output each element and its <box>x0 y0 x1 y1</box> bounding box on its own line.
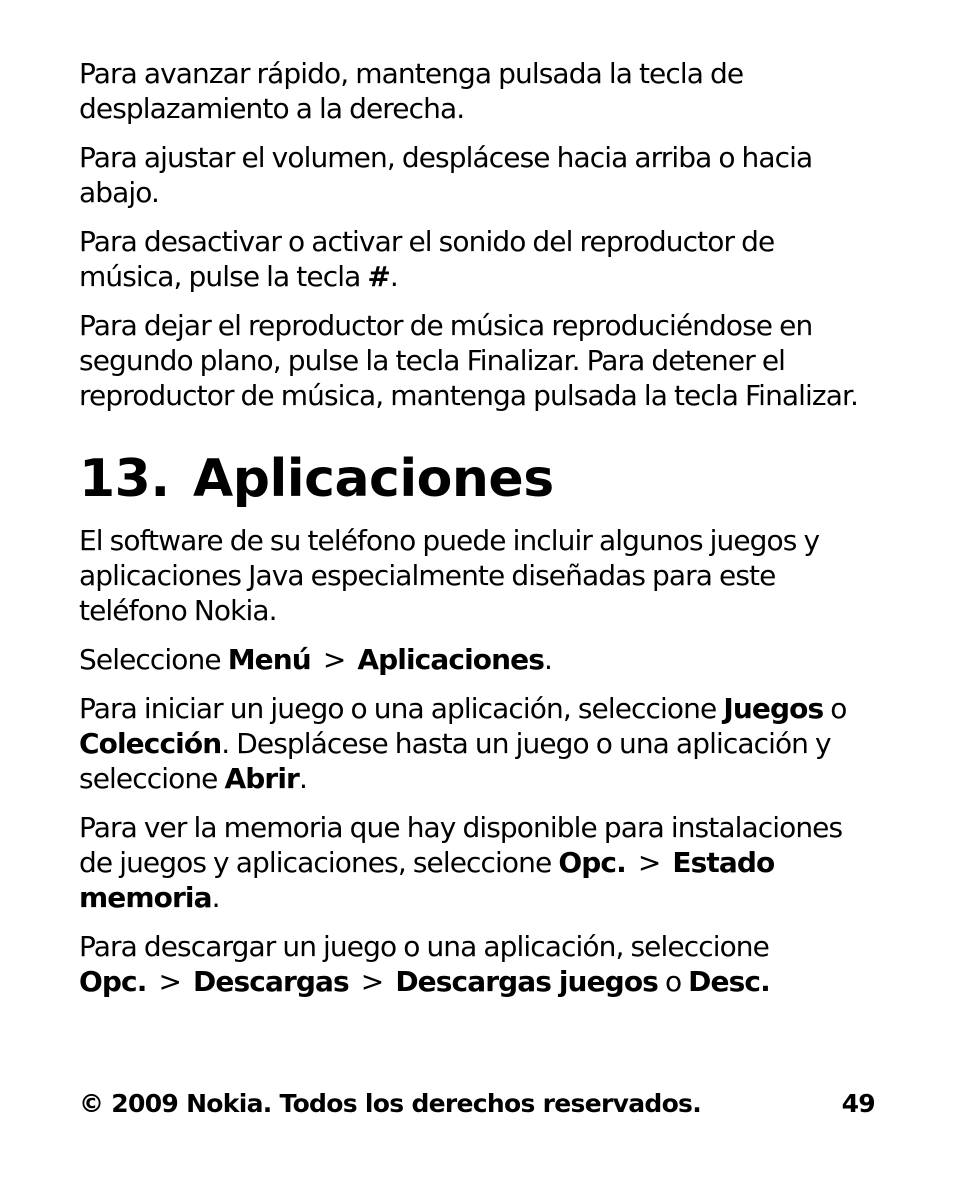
page-content <box>79 56 879 1013</box>
path-separator: > <box>158 965 182 998</box>
paragraph-volume: Para ajustar el volumen, desplácese hacia arriba o hacia abajo. <box>79 141 813 209</box>
paragraph-mute: Para desactivar o activar el sonido del reproductor de música, pulse la tecla #. <box>79 225 775 293</box>
estado-memoria-label: Estado memoria <box>79 846 775 914</box>
descargas-juegos-label: Descargas juegos <box>395 965 658 998</box>
mute-text: Para desactivar o activar el sonido del reproductor de música, pulse la tecla <box>79 225 775 293</box>
applications-label: Aplicaciones <box>357 643 544 676</box>
section-title: Aplicaciones <box>193 449 554 509</box>
menu-label: Menú <box>227 643 311 676</box>
desc-label: Desc. <box>688 965 770 998</box>
paragraph-applications-intro: El software de su teléfono puede incluir algunos juegos y aplicaciones Java especialmente diseñadas para este teléfono Nokia. <box>79 524 820 627</box>
opc-label: Opc. <box>79 965 147 998</box>
key-hash: # <box>367 260 390 293</box>
coleccion-label: Colección <box>79 727 222 760</box>
opc-label: Opc. <box>558 846 626 879</box>
path-separator: > <box>360 965 384 998</box>
abrir-label: Abrir <box>224 762 299 795</box>
paragraph-download: Para descargar un juego o una aplicación, seleccione Opc. > Descargas > Descargas juegos o Desc. <box>79 930 770 998</box>
paragraph-select-menu: Seleccione Menú > Aplicaciones. <box>79 643 553 676</box>
path-separator: > <box>637 846 661 879</box>
paragraph-start-app: Para iniciar un juego o una aplicación, seleccione Juegos o Colección. Desplácese hasta un juego o una aplicación y seleccione Abrir. <box>79 692 847 795</box>
copyright-notice: © 2009 Nokia. Todos los derechos reservados. <box>79 1089 702 1118</box>
page-number: 49 <box>841 1089 875 1118</box>
paragraph-background-play: Para dejar el reproductor de música reproduciéndose en segundo plano, pulse la tecla Finalizar. Para detener el reproductor de música, mantenga pulsada la tecla Finalizar. <box>79 309 859 412</box>
path-separator: > <box>322 643 346 676</box>
section-number: 13. <box>79 449 170 509</box>
juegos-label: Juegos <box>723 692 824 725</box>
paragraph-fast-forward: Para avanzar rápido, mantenga pulsada la tecla de desplazamiento a la derecha. <box>79 57 744 125</box>
section-heading <box>79 449 879 509</box>
descargas-label: Descargas <box>193 965 349 998</box>
page-footer <box>79 1089 875 1118</box>
paragraph-memory: Para ver la memoria que hay disponible para instalaciones de juegos y aplicaciones, seleccione Opc. > Estado memoria. <box>79 811 843 914</box>
